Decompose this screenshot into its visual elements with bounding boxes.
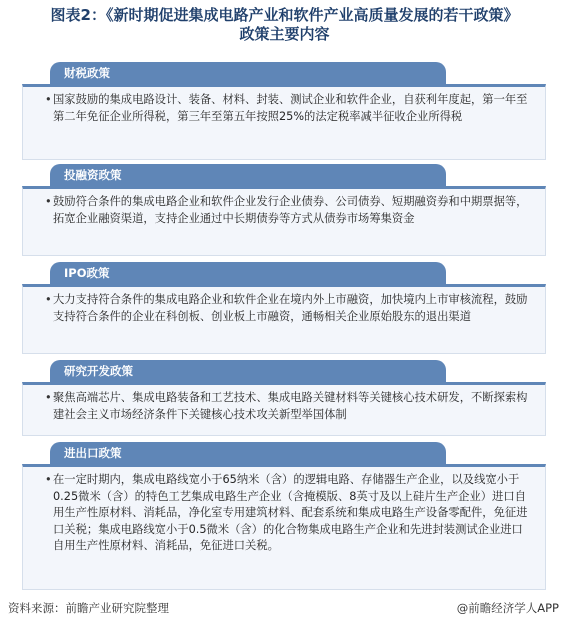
section-content (22, 382, 546, 436)
section-heading: 研究开发政策 (50, 360, 446, 382)
section-heading: 财税政策 (50, 62, 446, 84)
section-content (22, 186, 546, 256)
section-bullet-text: • 大力支持符合条件的集成电路企业和软件企业在境内外上市融资，加快境内上市审核流程，鼓励支持符合条件的企业在科创板、创业板上市融资，通畅相关企业原始股东的退出渠道 (53, 292, 529, 325)
section-heading: IPO政策 (50, 262, 446, 284)
section-bullet-text: • 国家鼓励的集成电路设计、装备、材料、封装、测试企业和软件企业，自获利年度起，第一年至第二年免征企业所得税，第三年至第五年按照25%的法定税率减半征收企业所得税 (53, 92, 529, 125)
section-content (22, 84, 546, 160)
page-title (0, 6, 569, 44)
section-heading: 投融资政策 (50, 164, 446, 186)
section-content (22, 464, 546, 590)
title-line-2: 政策主要内容 (239, 25, 330, 43)
section-content (22, 284, 546, 354)
title-line-1: 图表2：《新时期促进集成电路产业和软件产业高质量发展的若干政策》 (50, 6, 519, 24)
brand-credit: @前瞻经济学人APP (456, 601, 559, 615)
source-note: 资料来源：前瞻产业研究院整理 (8, 601, 169, 615)
section-bullet-text: • 在一定时期内，集成电路线宽小于65纳米（含）的逻辑电路、存储器生产企业，以及线宽小于0.25微米（含）的特色工艺集成电路生产企业（含掩模版、8英寸及以上硅片生产企业）进口自用生产性原材料、消耗品，净化室专用建筑材料、配套系统和集成电路生产设备零配件，免征进口关税；集成电路线宽小于0.5微米（含）的化合物集成电路生产企业和先进封装测试企业进口自用生产性原材料、消耗品，免征进口关税。 (53, 472, 529, 555)
section-bullet-text: • 鼓励符合条件的集成电路企业和软件企业发行企业债券、公司债券、短期融资券和中期票据等，拓宽企业融资渠道，支持企业通过中长期债券等方式从债券市场筹集资金 (53, 194, 529, 227)
section-bullet-text: • 聚焦高端芯片、集成电路装备和工艺技术、集成电路关键材料等关键核心技术研发，不断探索构建社会主义市场经济条件下关键核心技术攻关新型举国体制 (53, 390, 529, 423)
section-heading: 进出口政策 (50, 442, 446, 464)
